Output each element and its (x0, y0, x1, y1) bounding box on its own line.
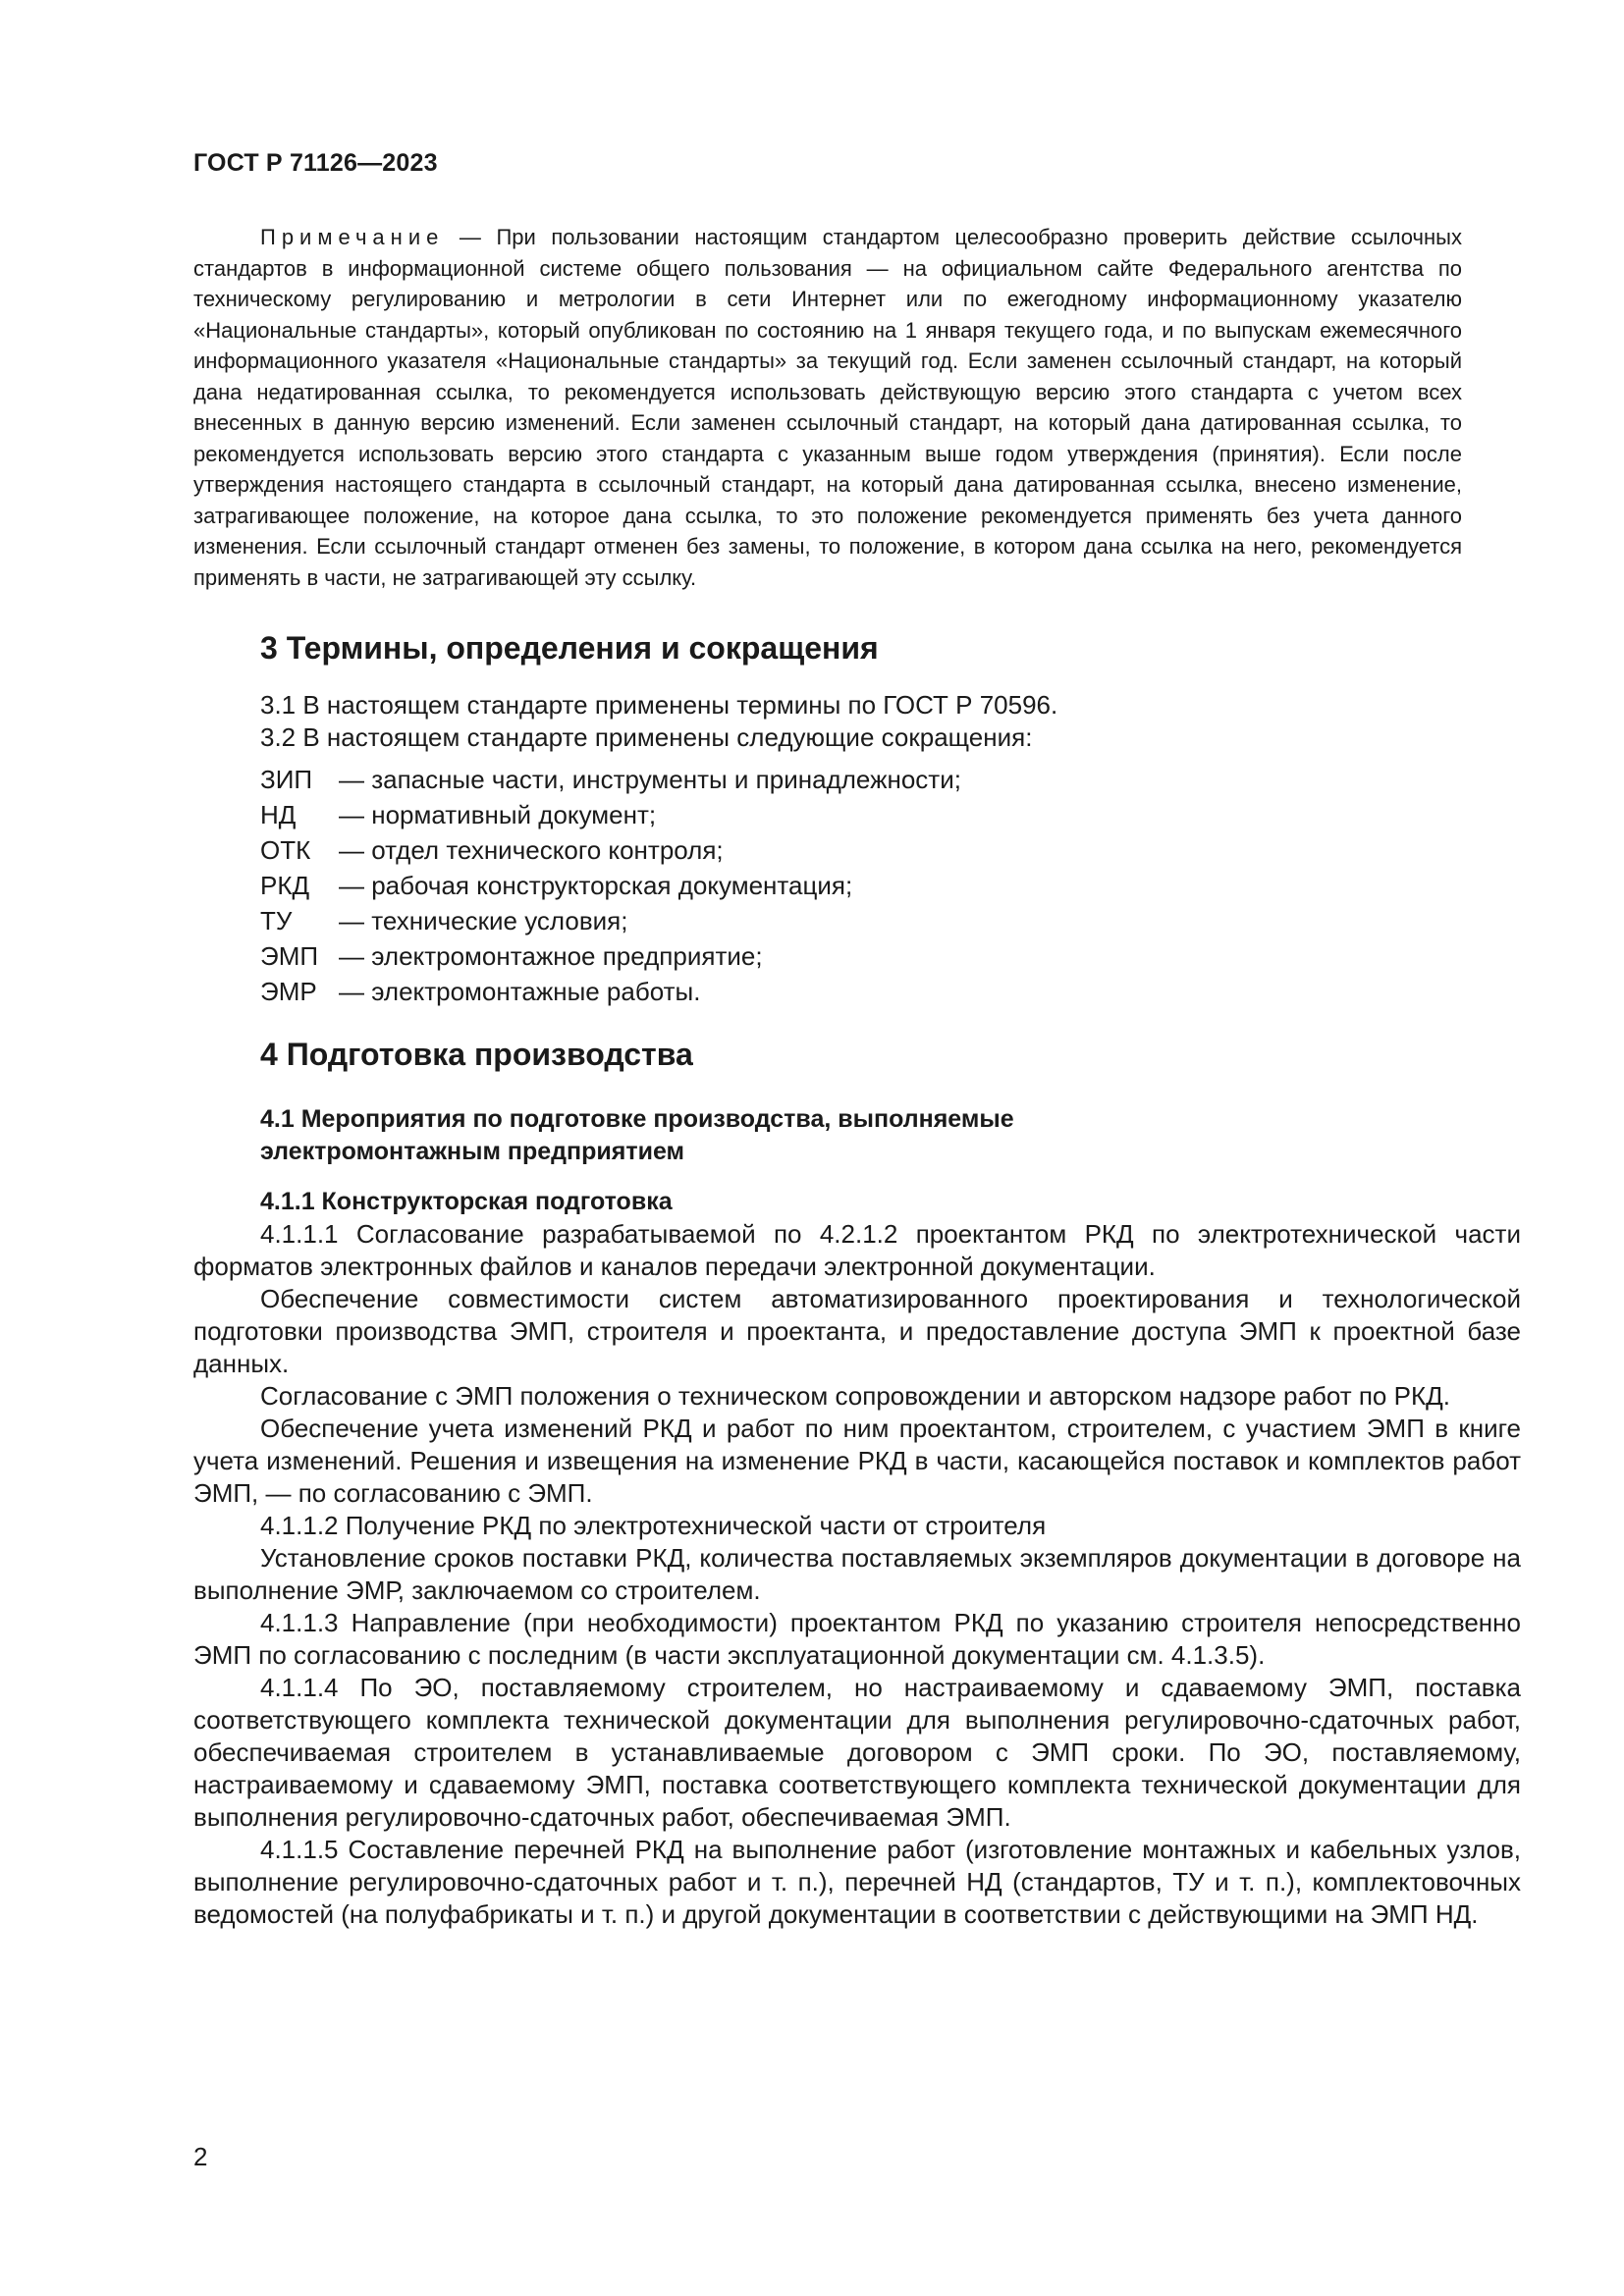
abbreviation-desc: — электромонтажные работы. (339, 977, 701, 1006)
paragraph: 4.1.1.4 По ЭО, поставляемому строителем, но настраиваемому и сдаваемому ЭМП, поставка соответствующего комплекта технической документации для выполнения регулировочно-сдаточных работ, обеспечиваемая строителем в устанавливаемые договором с ЭМП сроки. По ЭО, поставляемому, настраиваемому и сдаваемому ЭМП, поставка соответствующего комплекта технической документации для выполнения регулировочно-сдаточных работ, обеспечиваемая ЭМП. (193, 1673, 1521, 1832)
abbreviation-desc: — отдел технического контроля; (339, 835, 724, 865)
abbreviation-desc: — запасные части, инструменты и принадлежности; (339, 765, 961, 794)
abbreviation-item (193, 797, 1521, 832)
abbreviation-code: ТУ (260, 906, 293, 935)
abbreviation-code: РКД (260, 871, 310, 900)
paragraph: Обеспечение совместимости систем автоматизированного проектирования и технологической подготовки производства ЭМП, строителя и проектанта, и предоставление доступа ЭМП к проектной базе данных. (193, 1284, 1521, 1378)
paragraph: Установление сроков поставки РКД, количества поставляемых экземпляров документации в договоре на выполнение ЭМР, заключаемом со строителем. (193, 1543, 1521, 1605)
standard-header: ГОСТ Р 71126—2023 (193, 149, 438, 177)
abbreviation-code: НД (260, 800, 297, 829)
paragraph: 4.1.1.2 Получение РКД по электротехнической части от строителя (260, 1511, 1047, 1540)
paragraph: 4.1.1.3 Направление (при необходимости) проектантом РКД по указанию строителя непосредственно ЭМП по согласованию с последним (в части эксплуатационной документации см. 4.1.3.5). (193, 1608, 1521, 1670)
abbreviation-code: ЗИП (260, 765, 313, 794)
abbreviation-desc: — рабочая конструкторская документация; (339, 871, 853, 900)
abbreviation-desc: — электромонтажное предприятие; (339, 941, 763, 971)
reference-note (193, 222, 1462, 593)
paragraph: 4.1.1.5 Составление перечней РКД на выполнение работ (изготовление монтажных и кабельных узлов, выполнение регулировочно-сдаточных работ и т. п.), перечней НД (стандартов, ТУ и т. п.), комплектовочных ведомостей (на полуфабрикаты и т. п.) и другой документации в соответствии с действующими на ЭМП НД. (193, 1835, 1521, 1929)
abbreviation-item (193, 974, 1521, 1009)
section-3-title: 3 Термины, определения и сокращения (260, 630, 879, 666)
abbreviation-item (193, 938, 1521, 974)
paragraph: 4.1.1.1 Согласование разрабатываемой по 4.2.1.2 проектантом РКД по электротехнической части форматов электронных файлов и каналов передачи электронной документации. (193, 1219, 1521, 1281)
abbreviation-list (193, 762, 1521, 1009)
paragraph: Обеспечение учета изменений РКД и работ по ним проектантом, строителем, с участием ЭМП в книге учета изменений. Решения и извещения на изменение РКД в части, касающейся поставок и комплектов работ ЭМП, — по согласованию с ЭМП. (193, 1414, 1521, 1508)
subsection-4-1-title: 4.1 Мероприятия по подготовке производства, выполняемые электромонтажным предприятием (260, 1105, 1014, 1165)
subsection-4-1-1-title: 4.1.1 Конструкторская подготовка (260, 1188, 673, 1215)
abbreviation-item (193, 832, 1521, 868)
abbreviation-code: ЭМР (260, 977, 317, 1006)
paragraph-3-1: 3.1 В настоящем стандарте применены термины по ГОСТ Р 70596. (260, 690, 1058, 720)
section-4-title: 4 Подготовка производства (260, 1037, 693, 1072)
page-number: 2 (193, 2142, 208, 2171)
note-dash: — (444, 225, 497, 249)
abbreviation-desc: — нормативный документ; (339, 800, 657, 829)
abbreviation-item (193, 762, 1521, 797)
note-label: Примечание (260, 225, 445, 249)
abbreviation-code: ОТК (260, 835, 311, 865)
abbreviation-desc: — технические условия; (339, 906, 628, 935)
note-text: При пользовании настоящим стандартом целесообразно проверить действие ссылочных стандартов в информационной системе общего пользования — на официальном сайте Федерального агентства по техническому регулированию и метрологии в сети Интернет или по ежегодному информационному указателю «Национальные стандарты», который опубликован по состоянию на 1 января текущего года, и по выпускам ежемесячного информационного указателя «Национальные стандарты» за текущий год. Если заменен ссылочный стандарт, на который дана недатированная ссылка, то рекомендуется использовать действующую версию этого стандарта с учетом всех внесенных в данную версию изменений. Если заменен ссылочный стандарт, на который дана датированная ссылка, то рекомендуется использовать версию этого стандарта с указанным выше годом утверждения (принятия). Если после утверждения настоящего стандарта в ссылочный стандарт, на который дана датированная ссылка, внесено изменение, затрагивающее положение, на которое дана ссылка, то это положение рекомендуется применять без учета данного изменения. Если ссылочный стандарт отменен без замены, то положение, в котором дана ссылка на него, рекомендуется применять в части, не затрагивающей эту ссылку. (193, 225, 1462, 590)
abbreviation-item (193, 868, 1521, 903)
abbreviation-item (193, 903, 1521, 938)
paragraph: Согласование с ЭМП положения о техническом сопровождении и авторском надзоре работ по РКД. (260, 1381, 1450, 1411)
document-body (193, 628, 1521, 1931)
paragraph-3-2: 3.2 В настоящем стандарте применены следующие сокращения: (260, 722, 1033, 752)
abbreviation-code: ЭМП (260, 941, 319, 971)
